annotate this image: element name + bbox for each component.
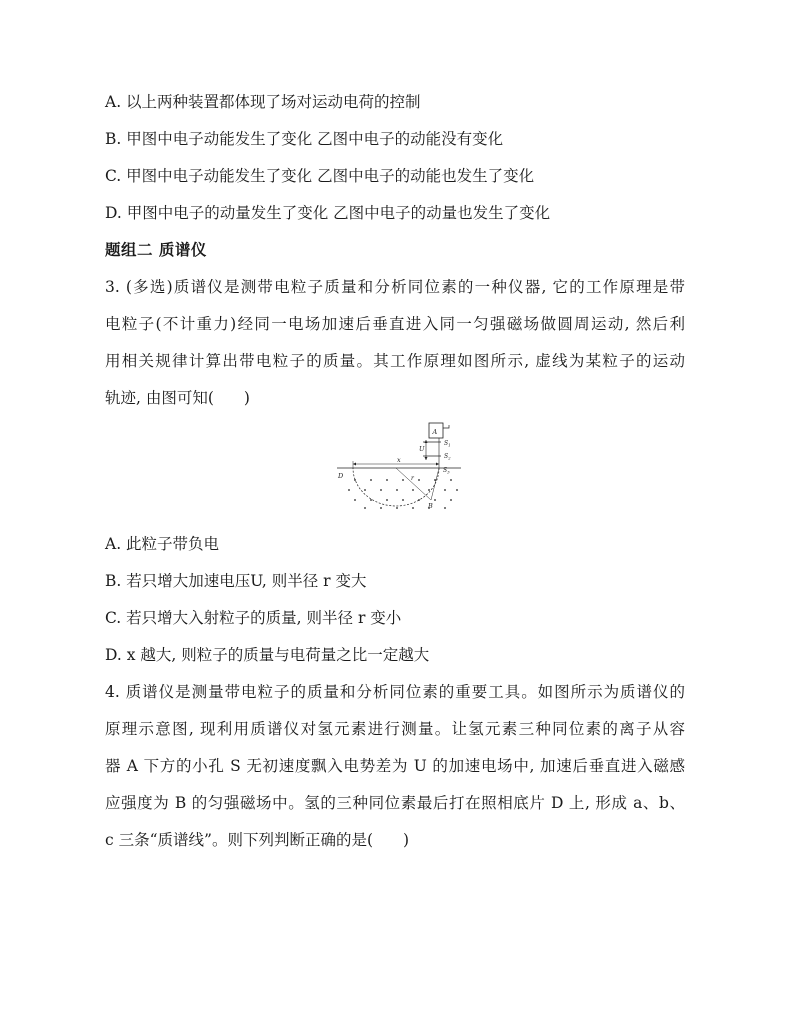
q2-option-a: A. 以上两种装置都体现了场对运动电荷的控制: [105, 93, 421, 111]
q2-option-c: C. 甲图中电子动能发生了变化 乙图中电子的动能也发生了变化: [105, 167, 535, 185]
q4-stem-line-4: 应强度为 B 的匀强磁场中。氢的三种同位素最后打在照相底片 D 上, 形成 a、b、: [105, 794, 685, 812]
q3-stem-line-4-text: 轨迹, 由图可知(: [105, 389, 214, 407]
q4-stem-line-5-text: c 三条“质谱线”。则下列判断正确的是(: [105, 831, 374, 849]
mass-spectrometer-figure: [335, 420, 465, 520]
q3-option-d: D. x 越大, 则粒子的质量与电荷量之比一定越大: [105, 646, 430, 664]
radius-line: [396, 468, 431, 500]
inlet-tube: [443, 425, 449, 428]
q4-stem-line-3: 器 A 下方的小孔 S 无初速度飘入电势差为 U 的加速电场中, 加速后垂直进入磁感: [105, 757, 685, 775]
label-r: r: [411, 475, 414, 482]
label-a: A: [432, 428, 438, 436]
label-s2-sub: 2: [448, 455, 451, 461]
label-s2-letter: S: [444, 453, 449, 460]
label-s2: [444, 453, 451, 461]
q4-stem-line-1: 4. 质谱仪是测量带电粒子的质量和分析同位素的重要工具。如图所示为质谱仪的: [105, 683, 685, 701]
label-s1-sub: 1: [448, 442, 451, 448]
q4-stem-line-5-close: ): [403, 831, 410, 849]
chord-line: [431, 468, 439, 500]
label-u: U: [419, 445, 425, 453]
label-b: B: [428, 502, 433, 510]
label-s3-letter: S: [443, 467, 448, 474]
q3-stem-line-3: 用相关规律计算出带电粒子的质量。其工作原理如图所示, 虚线为某粒子的运动: [105, 352, 685, 370]
q3-option-c: C. 若只增大入射粒子的质量, 则半径 r 变小: [105, 609, 402, 627]
q3-option-b: B. 若只增大加速电压U, 则半径 r 变大: [105, 572, 367, 590]
label-s3-sub: 3: [447, 469, 450, 475]
label-d: D: [338, 472, 344, 480]
section-heading: 题组二 质谱仪: [105, 241, 207, 259]
q3-option-a: A. 此粒子带负电: [105, 535, 220, 553]
q2-option-b: B. 甲图中电子动能发生了变化 乙图中电子的动能没有变化: [105, 130, 504, 148]
q4-stem-line-2: 原理示意图, 现利用质谱仪对氢元素进行测量。让氢元素三种同位素的离子从容: [105, 720, 685, 738]
particle-trajectory: [353, 468, 439, 506]
q4-stem-line-5: [105, 830, 409, 850]
q3-stem-line-4: [105, 388, 250, 408]
label-s1: [444, 440, 451, 448]
label-s1-letter: S: [444, 440, 449, 447]
q2-option-d: D. 甲图中电子的动量发生了变化 乙图中电子的动量也发生了变化: [105, 204, 551, 222]
q3-stem-line-4-close: ): [243, 389, 250, 407]
label-x: x: [397, 456, 401, 464]
q3-stem-line-1: 3. (多选)质谱仪是测带电粒子质量和分析同位素的一种仪器, 它的工作原理是带: [105, 278, 685, 296]
q3-stem-line-2: 电粒子(不计重力)经同一电场加速后垂直进入同一匀强磁场做圆周运动, 然后利: [105, 315, 685, 333]
